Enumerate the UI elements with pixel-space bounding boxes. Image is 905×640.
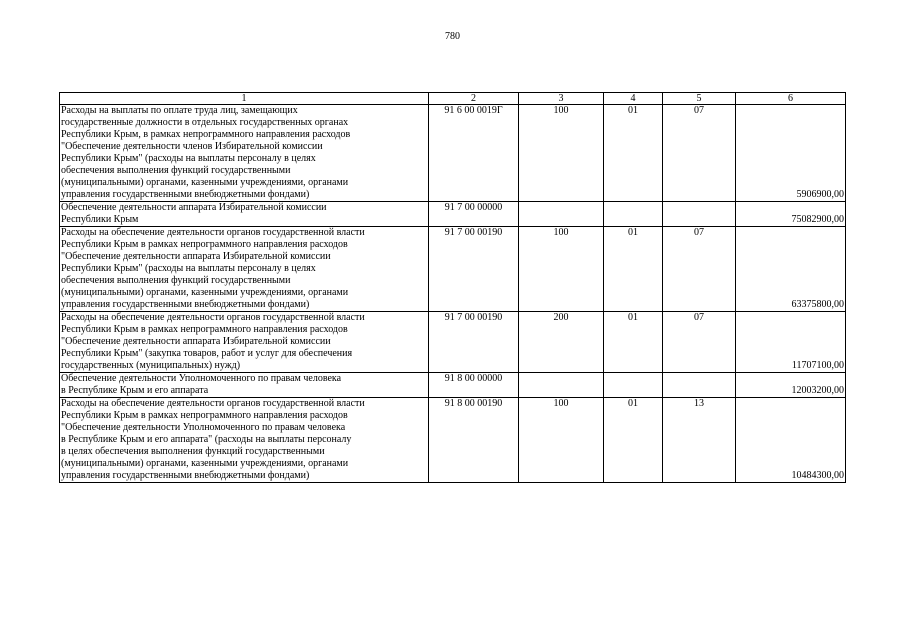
expense-description	[60, 312, 429, 373]
expense-description	[60, 202, 429, 227]
budget-code: 91 6 00 0019Г	[429, 105, 519, 202]
description-line: Республики Крым в рамках непрограммного направления расходов	[61, 324, 348, 335]
expense-description	[60, 227, 429, 312]
budget-code: 91 8 00 00000	[429, 373, 519, 398]
subsection-code	[663, 373, 736, 398]
description-line: "Обеспечение деятельности членов Избирательной комиссии	[61, 141, 323, 152]
expense-type-code: 100	[519, 398, 604, 483]
description-line: Расходы на обеспечение деятельности органов государственной власти	[61, 398, 365, 409]
table-header-row	[60, 93, 846, 105]
description-line: (муниципальными) органами, казенными учреждениями, органами	[61, 287, 349, 298]
subsection-code	[663, 202, 736, 227]
section-code: 01	[604, 227, 663, 312]
description-line: в Республике Крым и его аппарата" (расходы на выплаты персоналу	[61, 434, 352, 445]
description-line: "Обеспечение деятельности аппарата Избирательной комиссии	[61, 336, 331, 347]
description-line: Обеспечение деятельности Уполномоченного по правам человека	[61, 373, 342, 384]
description-line: государственных (муниципальных) нужд)	[61, 360, 241, 371]
subsection-code: 07	[663, 105, 736, 202]
expense-description	[60, 398, 429, 483]
amount: 11707100,00	[736, 312, 846, 373]
amount: 75082900,00	[736, 202, 846, 227]
table-row	[60, 105, 846, 202]
description-line: в Республике Крым и его аппарата	[61, 385, 209, 396]
budget-code: 91 7 00 00190	[429, 312, 519, 373]
column-header-4: 4	[604, 93, 663, 105]
expense-type-code: 100	[519, 105, 604, 202]
description-line: Республики Крым" (закупка товаров, работ и услуг для обеспечения	[61, 348, 353, 359]
amount: 5906900,00	[736, 105, 846, 202]
description-line: в целях обеспечения выполнения функций государственными	[61, 446, 325, 457]
description-line: Республики Крым" (расходы на выплаты персоналу в целях	[61, 263, 316, 274]
description-line: управления государственными внебюджетными фондами)	[61, 470, 310, 481]
budget-code: 91 7 00 00190	[429, 227, 519, 312]
description-line: Расходы на обеспечение деятельности органов государственной власти	[61, 312, 365, 323]
expense-description	[60, 373, 429, 398]
description-line: Республики Крым" (расходы на выплаты персоналу в целях	[61, 153, 316, 164]
description-line: Республики Крым, в рамках непрограммного направления расходов	[61, 129, 351, 140]
page-number: 780	[445, 31, 460, 42]
section-code: 01	[604, 312, 663, 373]
description-line: (муниципальными) органами, казенными учреждениями, органами	[61, 458, 349, 469]
budget-table	[59, 92, 846, 483]
table-row	[60, 227, 846, 312]
budget-code: 91 8 00 00190	[429, 398, 519, 483]
description-line: Расходы на обеспечение деятельности органов государственной власти	[61, 227, 365, 238]
subsection-code: 07	[663, 312, 736, 373]
expense-type-code: 100	[519, 227, 604, 312]
column-header-5: 5	[663, 93, 736, 105]
description-line: "Обеспечение деятельности аппарата Избирательной комиссии	[61, 251, 331, 262]
description-line: Республики Крым	[61, 214, 139, 225]
section-code	[604, 373, 663, 398]
description-line: Республики Крым в рамках непрограммного направления расходов	[61, 239, 348, 250]
description-line: управления государственными внебюджетными фондами)	[61, 299, 310, 310]
table-row	[60, 202, 846, 227]
description-line: государственные должности в отдельных государственных органах	[61, 117, 349, 128]
section-code: 01	[604, 105, 663, 202]
table-row	[60, 312, 846, 373]
amount: 63375800,00	[736, 227, 846, 312]
column-header-1: 1	[60, 93, 429, 105]
description-line: Обеспечение деятельности аппарата Избирательной комиссии	[61, 202, 327, 213]
description-line: управления государственными внебюджетными фондами)	[61, 189, 310, 200]
amount: 10484300,00	[736, 398, 846, 483]
description-line: обеспечения выполнения функций государственными	[61, 165, 291, 176]
expense-type-code	[519, 202, 604, 227]
subsection-code: 13	[663, 398, 736, 483]
table-row	[60, 373, 846, 398]
column-header-6: 6	[736, 93, 846, 105]
section-code: 01	[604, 398, 663, 483]
subsection-code: 07	[663, 227, 736, 312]
expense-description	[60, 105, 429, 202]
column-header-2: 2	[429, 93, 519, 105]
column-header-3: 3	[519, 93, 604, 105]
description-line: обеспечения выполнения функций государственными	[61, 275, 291, 286]
table-row	[60, 398, 846, 483]
description-line: (муниципальными) органами, казенными учреждениями, органами	[61, 177, 349, 188]
budget-code: 91 7 00 00000	[429, 202, 519, 227]
expense-type-code: 200	[519, 312, 604, 373]
expense-type-code	[519, 373, 604, 398]
description-line: Расходы на выплаты по оплате труда лиц, замещающих	[61, 105, 298, 116]
amount: 12003200,00	[736, 373, 846, 398]
description-line: "Обеспечение деятельности Уполномоченного по правам человека	[61, 422, 346, 433]
section-code	[604, 202, 663, 227]
description-line: Республики Крым в рамках непрограммного направления расходов	[61, 410, 348, 421]
